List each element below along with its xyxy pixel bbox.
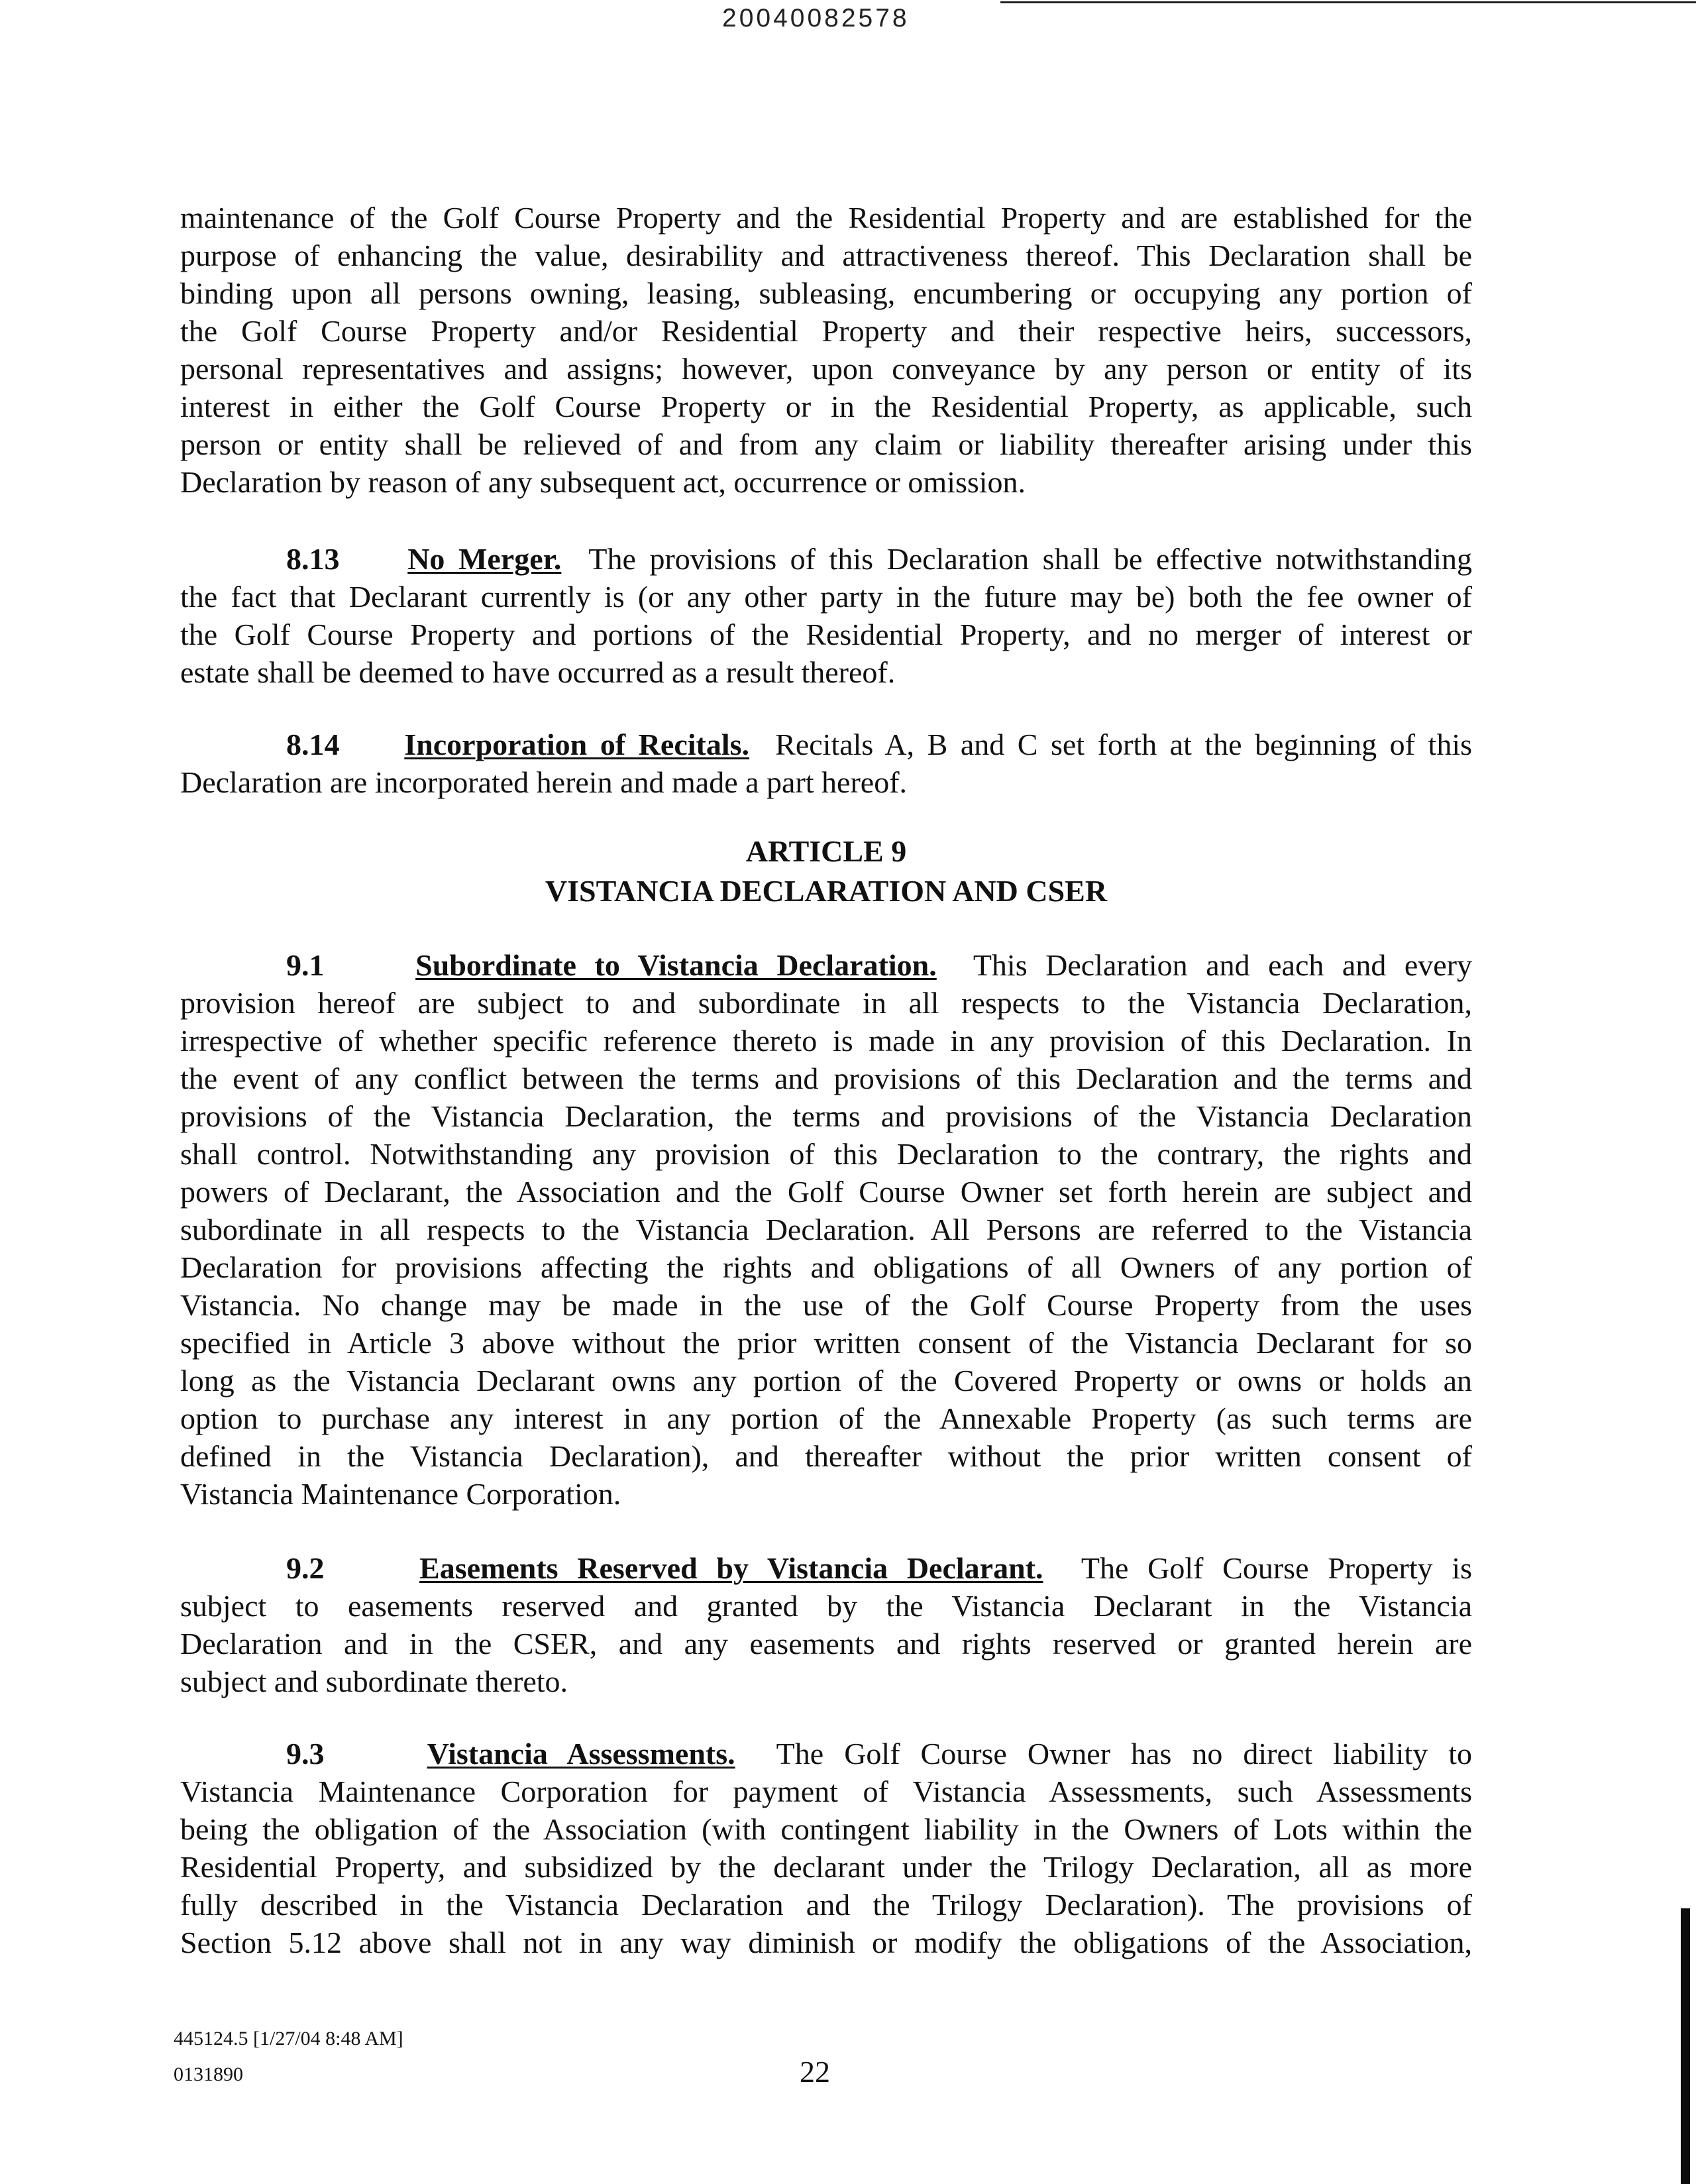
section-first-line xyxy=(180,540,1472,578)
section-title: Vistancia Assessments. xyxy=(427,1737,735,1771)
text-line: Vistancia. No change may be made in the use of the Golf Course Property from the uses xyxy=(180,1288,1472,1322)
text-line: Declaration for provisions affecting the rights and obligations of all Owners of any portion of xyxy=(180,1250,1472,1284)
article-title: VISTANCIA DECLARATION AND CSER xyxy=(545,874,1108,908)
text-line: specified in Article 3 above without the prior written consent of the Vistancia Declarant for so xyxy=(180,1326,1472,1360)
section-number: 8.14 xyxy=(286,728,340,761)
section-first-line xyxy=(180,1735,1472,1773)
text-line: Declaration by reason of any subsequent act, occurrence or omission. xyxy=(180,465,1026,499)
footer-doc-ref: 445124.5 [1/27/04 8:48 AM] xyxy=(174,2028,403,2049)
text-line: binding upon all persons owning, leasing, subleasing, encumbering or occupying any portion of xyxy=(180,276,1472,310)
text-line: interest in either the Golf Course Property or in the Residential Property, as applicable, such xyxy=(180,390,1472,423)
section-first-line xyxy=(180,946,1472,984)
top-rule xyxy=(1000,1,1696,3)
footer-file-number: 0131890 xyxy=(174,2063,243,2085)
article-heading xyxy=(180,832,1472,911)
section-8-14 xyxy=(180,726,1472,801)
text-line: the event of any conflict between the terms and provisions of this Declaration and the terms and xyxy=(180,1062,1472,1095)
section-first-text: The provisions of this Declaration shall be effective notwithstanding xyxy=(588,542,1473,576)
text-line: Declaration are incorporated herein and made a part hereof. xyxy=(180,765,908,799)
text-line: Vistancia Maintenance Corporation for payment of Vistancia Assessments, such Assessments xyxy=(180,1774,1472,1808)
section-number: 9.3 xyxy=(286,1737,325,1771)
text-line: shall control. Notwithstanding any provision of this Declaration to the contrary, the rights and xyxy=(180,1137,1472,1171)
section-9-3 xyxy=(180,1735,1472,1961)
text-line: Vistancia Maintenance Corporation. xyxy=(180,1477,621,1511)
section-title: Easements Reserved by Vistancia Declarant. xyxy=(419,1551,1043,1585)
document-number: 20040082578 xyxy=(722,4,910,32)
text-line: provisions of the Vistancia Declaration, the terms and provisions of the Vistancia Declaration xyxy=(180,1099,1472,1133)
text-line: personal representatives and assigns; however, upon conveyance by any person or entity of its xyxy=(180,352,1472,386)
section-first-text: The Golf Course Owner has no direct liability to xyxy=(776,1737,1473,1771)
section-first-text: Recitals A, B and C set forth at the beginning of this xyxy=(775,728,1473,761)
section-number: 8.13 xyxy=(286,542,340,576)
text-line: Declaration and in the CSER, and any easements and rights reserved or granted herein are xyxy=(180,1627,1472,1661)
section-first-text: This Declaration and each and every xyxy=(973,948,1473,982)
text-line: subject to easements reserved and granted by the Vistancia Declarant in the Vistancia xyxy=(180,1589,1472,1623)
text-line: the Golf Course Property and/or Residential Property and their respective heirs, successors, xyxy=(180,314,1472,348)
section-title: No Merger. xyxy=(407,542,562,576)
text-line: irrespective of whether specific reference thereto is made in any provision of this Declaration. In xyxy=(180,1024,1472,1058)
text-line: provision hereof are subject to and subordinate in all respects to the Vistancia Declaration, xyxy=(180,986,1472,1020)
text-line: being the obligation of the Association (with contingent liability in the Owners of Lots within the xyxy=(180,1812,1472,1846)
section-title: Incorporation of Recitals. xyxy=(404,728,750,761)
section-9-1 xyxy=(180,946,1472,1513)
text-line: fully described in the Vistancia Declaration and the Trilogy Declaration). The provisions of xyxy=(180,1888,1472,1922)
section-number: 9.1 xyxy=(286,948,325,982)
paragraph-continued xyxy=(180,199,1472,501)
section-8-13 xyxy=(180,540,1472,691)
text-line: Section 5.12 above shall not in any way diminish or modify the obligations of the Association, xyxy=(180,1926,1472,1959)
text-line: subordinate in all respects to the Vistancia Declaration. All Persons are referred to the Vistancia xyxy=(180,1213,1472,1246)
scan-edge-bar xyxy=(1681,1908,1690,2184)
text-line: maintenance of the Golf Course Property and the Residential Property and are established for the xyxy=(180,201,1472,235)
article-label: ARTICLE 9 xyxy=(745,834,907,868)
text-line: defined in the Vistancia Declaration), and thereafter without the prior written consent of xyxy=(180,1439,1472,1473)
footer-references xyxy=(174,2021,403,2093)
page-number: 22 xyxy=(800,2055,830,2089)
text-line: the Golf Course Property and portions of the Residential Property, and no merger of interest or xyxy=(180,618,1472,651)
text-line: option to purchase any interest in any portion of the Annexable Property (as such terms are xyxy=(180,1401,1472,1435)
section-number: 9.2 xyxy=(286,1551,325,1585)
section-title: Subordinate to Vistancia Declaration. xyxy=(415,948,937,982)
section-9-2 xyxy=(180,1549,1472,1700)
section-first-text: The Golf Course Property is xyxy=(1081,1551,1473,1585)
text-line: Residential Property, and subsidized by the declarant under the Trilogy Declaration, all as more xyxy=(180,1850,1472,1884)
section-first-line xyxy=(180,726,1472,763)
text-line: estate shall be deemed to have occurred as a result thereof. xyxy=(180,655,896,689)
text-line: person or entity shall be relieved of and from any claim or liability thereafter arising under this xyxy=(180,427,1472,461)
text-line: powers of Declarant, the Association and the Golf Course Owner set forth herein are subject and xyxy=(180,1175,1472,1209)
text-line: the fact that Declarant currently is (or any other party in the future may be) both the fee owner of xyxy=(180,580,1472,614)
text-line: subject and subordinate thereto. xyxy=(180,1665,568,1698)
text-line: long as the Vistancia Declarant owns any portion of the Covered Property or owns or holds an xyxy=(180,1364,1472,1397)
section-first-line xyxy=(180,1549,1472,1587)
text-line: purpose of enhancing the value, desirability and attractiveness thereof. This Declaration shall be xyxy=(180,239,1472,272)
